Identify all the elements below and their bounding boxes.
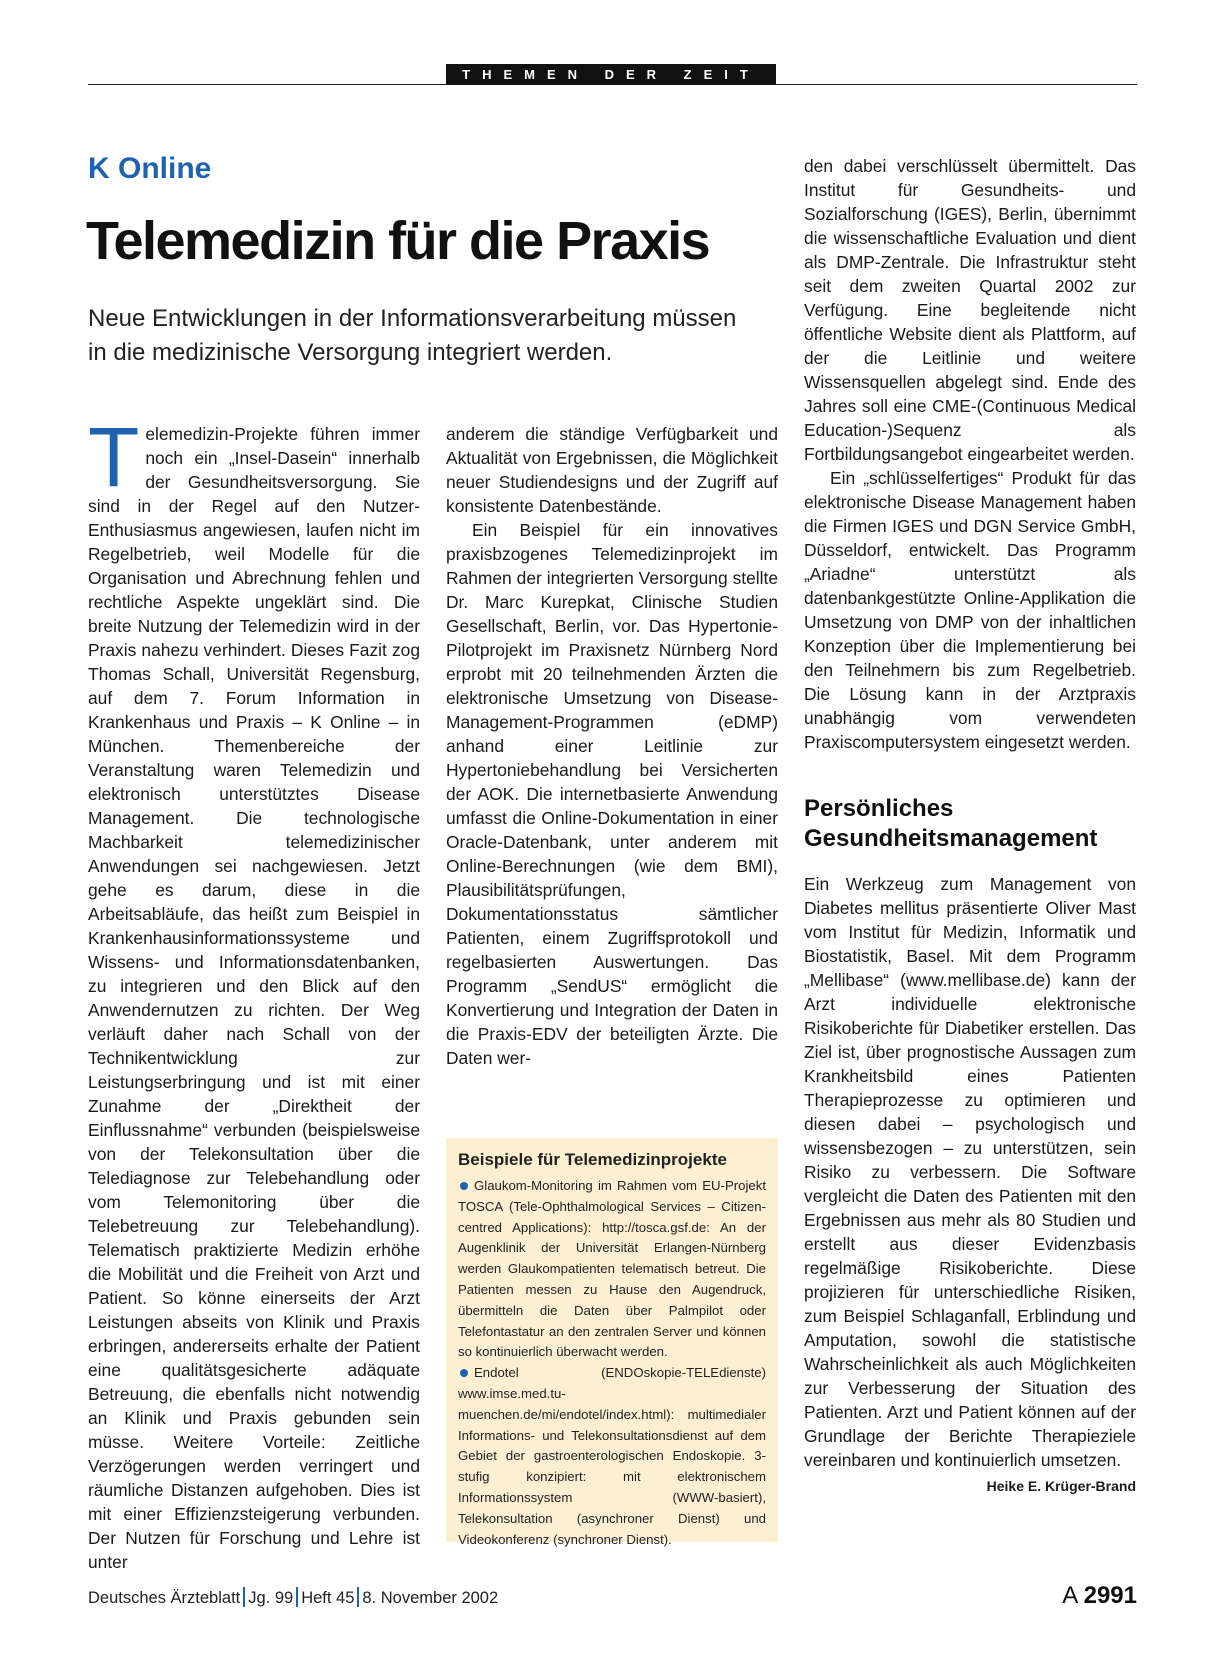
journal-name: Deutsches Ärzteblatt: [88, 1589, 241, 1607]
paragraph: den dabei verschlüsselt übermittelt. Das Institut für Gesundheits- und Sozialforschung (IGES), Berlin, übernimmt die wissenschaftliche Evaluation und dient als DMP-Zentrale. Die Infrastruktur steht seit dem zweiten Quartal 2002 zur Verfügung. Eine begleitende nicht öffentliche Website dient als Plattform, auf der die Leitlinie und weitere Wissensquellen abgelegt sind. Ende des Jahres soll eine CME-(Continuous Medical Education-)Sequenz als Fortbildungsangebot eingearbeitet werden.: [804, 156, 1136, 464]
bullet-icon: [460, 1369, 468, 1377]
column-3: [804, 154, 1136, 1554]
info-box-item: Endotel (ENDOskopie-TELEdienste) www.imse.med.tu-muenchen.de/mi/endotel/index.html): multimedialer Informations- und Telekonsultationsdienst auf dem Gebiet der gastroenterologischen Endoskopie. 3-stufig konzipiert: mit elektronischem Informationssystem (WWW-basiert), Telekonsultation (asynchroner Dienst) und Videokonferenz (synchroner Dienst).: [458, 1365, 766, 1547]
article-subtitle: Neue Entwicklungen in der Informationsverarbeitung müssen in die medizinische Versorgung integriert werden.: [88, 305, 737, 366]
paragraph: Ein Beispiel für ein innovatives praxisbzogenes Telemedizinprojekt im Rahmen der integrierten Versorgung stellte Dr. Marc Kurepkat, Clinische Studien Gesellschaft, Berlin, vor. Das Hypertonie-Pilotprojekt im Praxisnetz Nürnberg Nord erprobt mit 20 teilnehmenden Ärzten die elektronische Umsetzung von Disease-Management-Programmen (eDMP) anhand einer Leitlinie zur Hypertoniebehandlung bei Versicherten der AOK. Die internetbasierte Anwendung umfasst die Online-Dokumentation in einer Oracle-Datenbank, unter anderem mit Online-Berechnungen (wie dem BMI), Plausibilitätsprüfungen, Dokumentationsstatus sämtlicher Patienten, einem Zugriffsprotokoll und regelbasierten Auswertungen. Das Programm „SendUS“ ermöglicht die Konvertierung und Integration der Daten in die Praxis-EDV der beteiligten Ärzte. Die Daten wer-: [446, 520, 778, 1068]
separator: [357, 1587, 359, 1607]
paragraph: Telemedizin-Projekte führen immer noch ein „Insel-Dasein“ innerhalb der Gesundheitsversorgung. Sie sind in der Regel auf den Nutzer-Enthusiasmus angewiesen, laufen nicht im Regelbetrieb, weil Modelle für die Organisation und Abrechnung fehlen und rechtliche Aspekte ungeklärt sind. Die breite Nutzung der Telemedizin wird in der Praxis nahezu verhindert. Dieses Fazit zog Thomas Schall, Universität Regensburg, auf dem 7. Forum Information in Krankenhaus und Praxis – K Online – in München. Themenbereiche der Veranstaltung waren Telemedizin und elektronisch unterstütztes Disease Management. Die technologische Machbarkeit telemedizinischer Anwendungen sei nachgewiesen. Jetzt gehe es darum, diese in die Arbeitsabläufe, das heißt zum Beispiel in Krankenhausinformationssysteme und Wissens- und Informationsdatenbanken, zu integrieren und den Blick auf den Anwendernutzen zu richten. Der Weg verläuft daher nach Schall von der Technikentwicklung zur Leistungserbringung und ist mit einer Zunahme der „Direktheit der Einflussnahme“ verbunden (beispielsweise von der Telekonsultation über die Telediagnose zur Telebehandlung oder vom Telemonitoring über die Telebetreuung zur Telebehandlung). Telematisch praktizierte Medizin erhöhe die Mobilität und die Freiheit von Arzt und Patient. So könne einerseits der Arzt Leistungen abseits von Klinik und Praxis erbringen, andererseits erhalte der Patient eine qualitätsgesicherte adäquate Betreuung, die ebenfalls nicht notwendig an Klinik und Praxis gebunden sein müsse. Weitere Vorteile: Zeitliche Verzögerungen werden verringert und räumliche Distanzen aufgehoben. Dies ist mit einer Effizienzsteigerung verbunden. Der Nutzen für Forschung und Lehre ist unter: [88, 410, 420, 1572]
separator: [243, 1587, 245, 1607]
author-byline: Heike E. Krüger-Brand: [986, 1478, 1136, 1494]
bullet-icon: [460, 1182, 468, 1190]
volume: Jg. 99: [248, 1589, 294, 1607]
article-title: Telemedizin für die Praxis: [86, 211, 710, 271]
info-box: [446, 1138, 778, 1547]
column-1: [88, 410, 420, 1572]
paragraph: Ein Werkzeug zum Management von Diabetes mellitus präsentierte Oliver Mast vom Institut für Medizin, Informatik und Biostatistik, Basel. Mit dem Programm „Mellibase“ (www.mellibase.de) kann der Arzt individuelle elektronische Risikoberichte für Diabetiker erstellen. Das Ziel ist, über prognostische Aussagen zum Krankheitsbild eines Patienten Therapieprozesse zu optimieren und diesen dabei – psychologisch und wissensbezogen – zu unterstützen, sein Risiko zu verbessern. Die Software vergleicht die Daten des Patienten mit den Ergebnissen aus mehr als 80 Studien und erstellt aus dieser Evidenzbasis regelmäßige Risikoberichte. Diese projizieren für unterschiedliche Risiken, zum Beispiel Schlaganfall, Erblindung und Amputation, sowohl die statistische Wahrscheinlichkeit als auch Möglichkeiten zur Verbesserung der Situation des Patienten. Arzt und Patient können auf der Grundlage der Berichte Therapieziele vereinbaren und kontinuierlich umsetzen. Heike E. Krüger-Brand: [804, 872, 1136, 1472]
issue-date: 8. November 2002: [362, 1589, 499, 1607]
article-kicker: K Online: [88, 152, 212, 185]
dropcap: T: [88, 410, 140, 504]
issue: Heft 45: [301, 1589, 355, 1607]
footer-citation: [88, 1587, 498, 1608]
info-box-title: Beispiele für Telemedizinprojekte: [458, 1150, 727, 1169]
column-2: [446, 422, 778, 1102]
separator: [296, 1587, 298, 1607]
section-subhead: Persönliches Gesundheitsmanagement: [804, 795, 1098, 852]
page-number: A 2991: [1062, 1582, 1137, 1609]
paragraph: anderem die ständige Verfügbarkeit und Aktualität von Ergebnissen, die Möglichkeit neuer Studiendesigns und der Zugriff auf konsistente Datenbestände.: [446, 424, 778, 516]
info-box-item: Glaukom-Monitoring im Rahmen vom EU-Projekt TOSCA (Tele-Ophthalmological Services – Citizen-centred Applications): http://tosca.gsf.de: An der Augenklinik der Universität Erlangen-Nürnberg werden Glaukompatienten telematisch betreut. Die Patienten messen zu Hause den Augendruck, übermitteln die Daten über Palmpilot oder Telefontastatur an den zentralen Server und können so kontinuierlich überwacht werden.: [458, 1178, 766, 1360]
section-label: THEMEN DER ZEIT: [446, 64, 776, 85]
paragraph: Ein „schlüsselfertiges“ Produkt für das elektronische Disease Management haben die Firmen IGES und DGN Service GmbH, Düsseldorf, entwickelt. Das Programm „Ariadne“ unterstützt als datenbankgestützte Online-Applikation die Umsetzung von DMP von der inhaltlichen Konzeption über die Implementierung bei den Teilnehmern bis zum Regelbetrieb. Die Lösung kann in der Arztpraxis unabhängig vom verwendeten Praxiscomputersystem eingesetzt werden.: [804, 468, 1136, 752]
